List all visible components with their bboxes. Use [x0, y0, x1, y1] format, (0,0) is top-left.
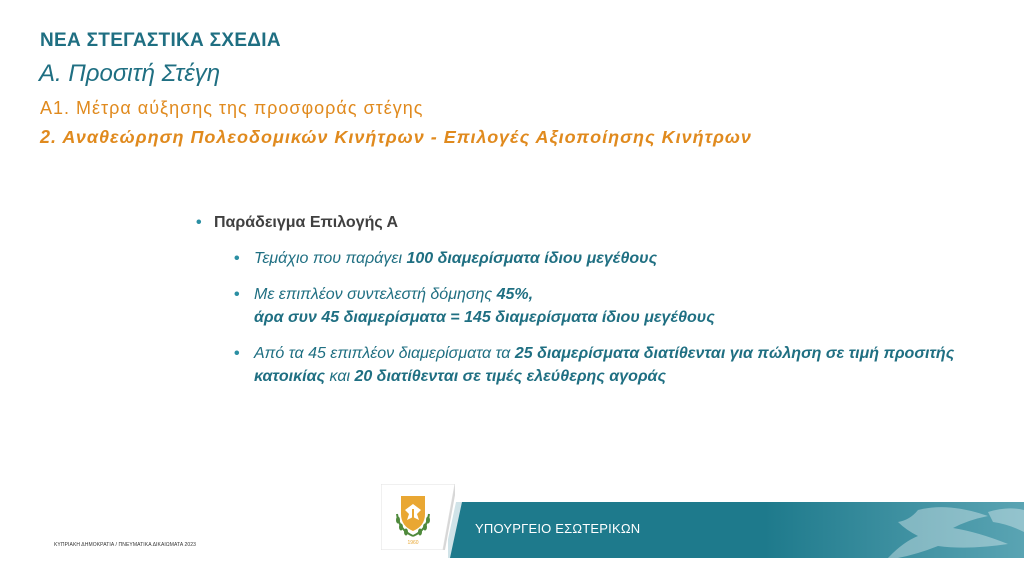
slide-header: [40, 30, 752, 148]
sub-bullet-1: [234, 247, 976, 270]
bullet-icon: •: [234, 250, 240, 267]
main-bullet-text: Παράδειγμα Επιλογής Α: [214, 214, 399, 231]
sub-bullet-3-affordable: 25 διαμερίσματα διατίθενται για πώληση σε τιμή προσιτής κατοικίας: [254, 345, 955, 385]
ministry-name: ΥΠΟΥΡΓΕΙΟ ΕΣΩΤΕΡΙΚΩΝ: [475, 521, 641, 536]
sub-bullet-1-emphasis: 100 διαμερίσματα ίδιου μεγέθους: [406, 250, 658, 267]
main-bullet: [196, 214, 976, 232]
slide-subsubtitle: 2. Αναθεώρηση Πολεοδομικών Κινήτρων - Επιλογές Αξιοποίησης Κινήτρων: [40, 127, 752, 147]
bullet-icon: •: [234, 345, 240, 362]
sub-bullet-1-text: Τεμάχιο που παράγει: [254, 250, 407, 267]
sub-bullet-3-joiner: και: [325, 368, 355, 385]
sub-bullet-2-result: άρα συν 45 διαμερίσματα = 145 διαμερίσματα ίδιου μεγέθους: [254, 309, 715, 326]
slide-title: Α. Προσιτή Στέγη: [39, 60, 221, 87]
sub-bullet-2: [234, 283, 976, 329]
slide-content: [196, 214, 976, 388]
bullet-icon: •: [196, 214, 202, 231]
section-title: ΝΕΑ ΣΤΕΓΑΣΤΙΚΑ ΣΧΕΔΙΑ: [40, 30, 281, 51]
slide-subtitle: Α1. Μέτρα αύξησης της προσφοράς στέγης: [40, 98, 424, 118]
svg-text:1960: 1960: [407, 540, 419, 546]
sub-bullet-3: [234, 342, 976, 388]
coat-of-arms-logo: [381, 484, 455, 550]
sub-bullet-3-market: 20 διατίθενται σε τιμές ελεύθερης αγοράς: [354, 368, 666, 385]
bullet-icon: •: [234, 286, 240, 303]
sub-bullet-3-text: Από τα 45 επιπλέον διαμερίσματα τα: [254, 345, 515, 362]
sub-bullet-2-text: Με επιπλέον συντελεστή δόμησης: [254, 286, 497, 303]
sub-bullet-2-percent: 45%,: [496, 286, 534, 303]
copyright-note: ΚΥΠΡΙΑΚΗ ΔΗΜΟΚΡΑΤΙΑ / ΠΝΕΥΜΑΤΙΚΑ ΔΙΚΑΙΩΜΑΤΑ 2023: [54, 542, 197, 548]
